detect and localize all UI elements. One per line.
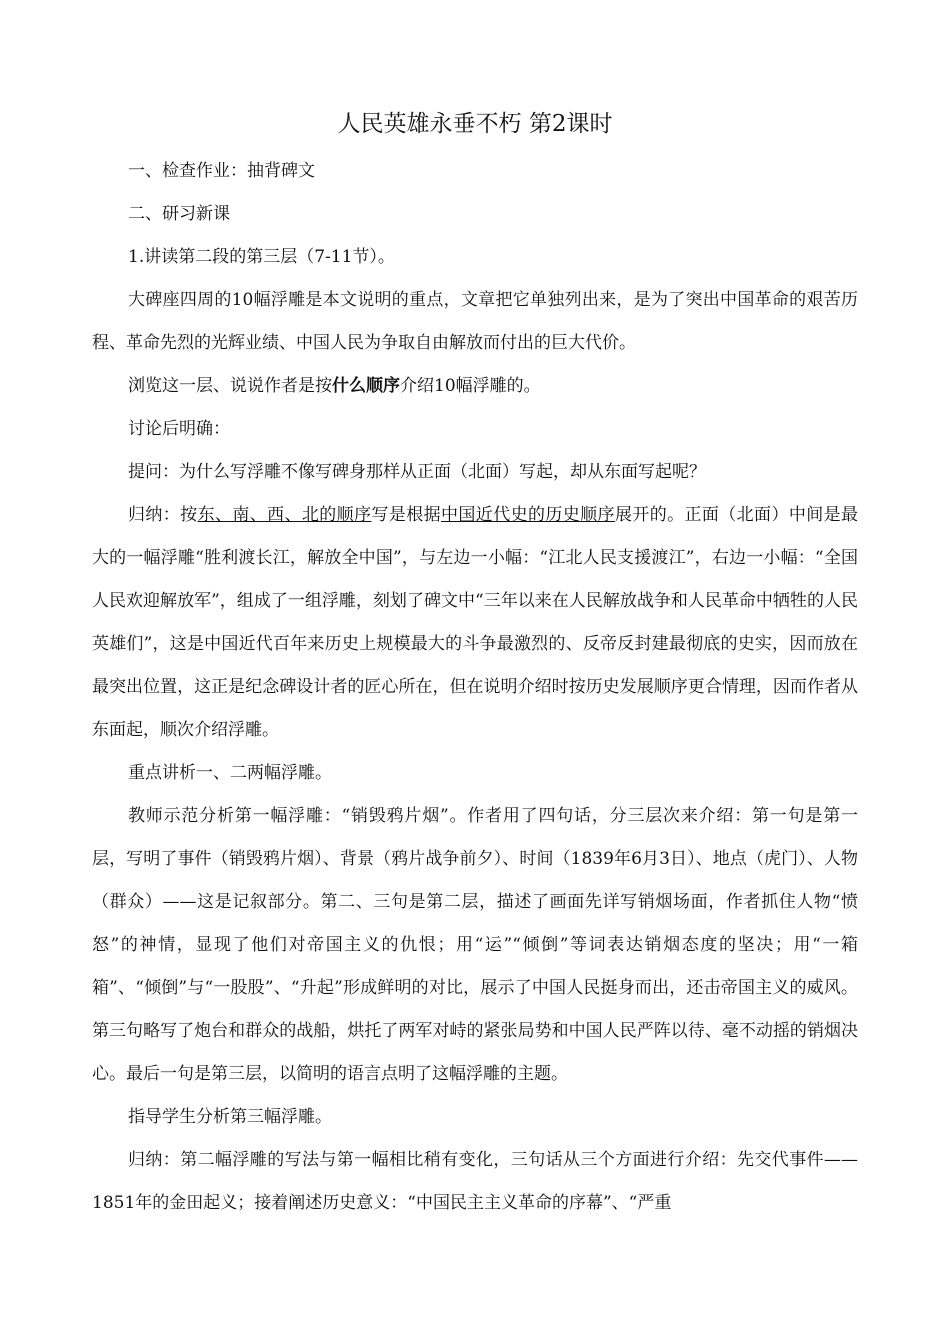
paragraph-first-relief: 教师示范分析第一幅浮雕：“销毁鸦片烟”。作者用了四句话，分三层次来介绍：第一句是第一层，写明了事件（销毁鸦片烟）、背景（鸦片战争前夕）、时间（1839年6月3日）、地点（虎门）、人物（群众）——这是记叙部分。第二、三句是第二层，描述了画面先详写销烟场面，作者抓住人物“愤怒”的神情，显现了他们对帝国主义的仇恨；用“运”“倾倒”等词表达销烟态度的坚决；用“一箱箱”、“倾倒”与“一股股”、“升起”形成鲜明的对比，展示了中国人民挺身而出，还击帝国主义的威风。第三句略写了炮台和群众的战船，烘托了两军对峙的紧张局势和中国人民严阵以待、毫不动摇的销烟决心。最后一句是第三层，以简明的语言点明了这幅浮雕的主题。 — [92, 806, 858, 1084]
paragraph-discussion: 讨论后明确： — [128, 419, 230, 439]
text-run: 归纳：按 — [128, 505, 198, 525]
document-page — [92, 108, 858, 1225]
text-run: 写是根据 — [371, 505, 442, 525]
paragraph-question: 提问：为什么写浮雕不像写碑身那样从正面（北面）写起，却从东面写起呢？ — [128, 462, 706, 482]
section-new-lesson: 二、研习新课 — [128, 204, 230, 224]
page-title: 人民英雄永垂不朽 第2课时 — [337, 111, 613, 137]
paragraph-guide-third: 指导学生分析第三幅浮雕。 — [128, 1107, 332, 1127]
item-1-heading: 1.讲读第二段的第三层（7-11节）。 — [128, 247, 395, 267]
underlined-phrase: 中国近代史的历史顺序 — [441, 505, 615, 525]
text-run: 浏览这一层、说说作者是按 — [128, 376, 332, 396]
paragraph-key-analysis: 重点讲析一、二两幅浮雕。 — [128, 763, 332, 783]
paragraph-second-relief: 归纳：第二幅浮雕的写法与第一幅相比稍有变化，三句话从三个方面进行介绍：先交代事件——1851年的金田起义；接着阐述历史意义：“中国民主主义革命的序幕”、“严重 — [92, 1150, 858, 1213]
text-run: 展开的。正面（北面）中间是最大的一幅浮雕“胜利渡长江，解放全中国”，与左边一小幅：“江北人民支援渡江”，右边一小幅：“全国人民欢迎解放军”，组成了一组浮雕，刻划了碑文中“三年以来在人民解放战争和人民革命中牺牲的人民英雄们”，这是中国近代百年来历史上规模最大的斗争最激烈的、反帝反封建最彻底的史实，因而放在最突出位置，这正是纪念碑设计者的匠心所在，但在说明介绍时按历史发展顺序更合情理，因而作者从东面起，顺次介绍浮雕。 — [92, 505, 859, 740]
section-homework: 一、检查作业：抽背碑文 — [128, 161, 315, 181]
bold-emphasis: 什么顺序 — [332, 376, 400, 396]
text-run: 介绍10幅浮雕的。 — [400, 376, 541, 396]
paragraph-relief-focus: 大碑座四周的10幅浮雕是本文说明的重点，文章把它单独列出来，是为了突出中国革命的艰苦历程、革命先烈的光辉业绩、中国人民为争取自由解放而付出的巨大代价。 — [92, 290, 858, 353]
paragraph-summary-order — [92, 494, 858, 752]
underlined-phrase: 东、南、西、北的顺序 — [197, 505, 372, 525]
paragraph-browse-question — [92, 365, 858, 408]
